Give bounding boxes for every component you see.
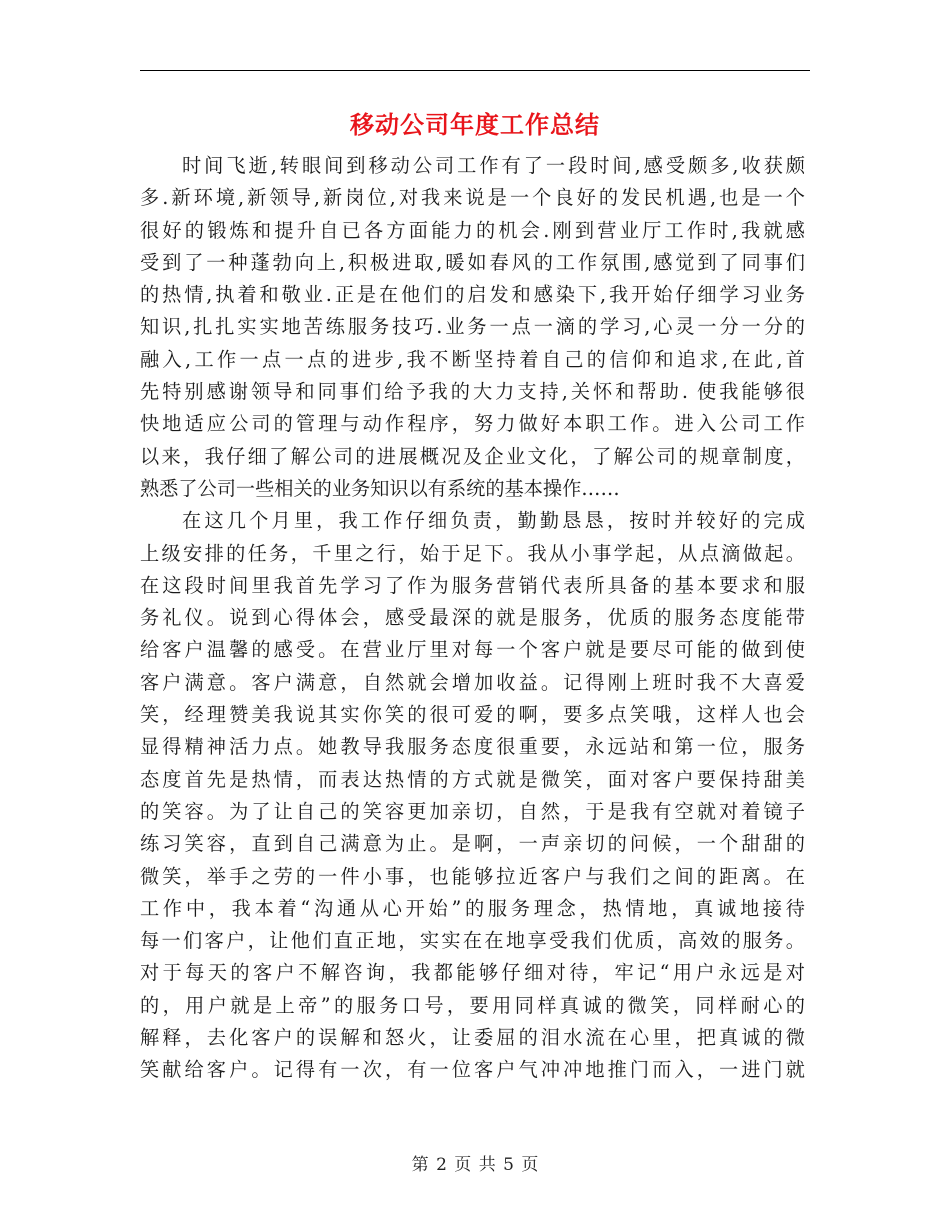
paragraph-line: 熟悉了公司一些相关的业务知识以有系统的基本操作…… [140, 476, 620, 500]
document-body [140, 150, 805, 1087]
paragraph-line: 知识,扎扎实实地苦练服务技巧.业务一点一滴的学习,心灵一分一分的 [140, 315, 805, 339]
paragraph-line: 受到了一种蓬勃向上,积极进取,暖如春风的工作氛围,感觉到了同事们 [140, 250, 805, 274]
paragraph-line: 态度首先是热情，而表达热情的方式就是微笑，面对客户要保持甜美 [140, 767, 805, 791]
paragraph-line: 微笑，举手之劳的一件小事，也能够拉近客户与我们之间的距离。在 [140, 864, 805, 888]
paragraph-line: 客户满意。客户满意，自然就会增加收益。记得刚上班时我不大喜爱 [140, 670, 805, 694]
paragraph-line: 笑献给客户。记得有一次，有一位客户气冲冲地推门而入，一进门就 [140, 1058, 805, 1082]
paragraph-line: 快地适应公司的管理与动作程序，努力做好本职工作。进入公司工作 [140, 412, 805, 436]
paragraph-line: 工作中，我本着“沟通从心开始”的服务理念，热情地，真诚地接待 [140, 896, 805, 920]
paragraph-line: 上级安排的任务，千里之行，始于足下。我从小事学起，从点滴做起。 [140, 541, 805, 565]
paragraph-line: 时间飞逝,转眼间到移动公司工作有了一段时间,感受颇多,收获颇 [182, 154, 805, 177]
paragraph-line: 很好的锻炼和提升自已各方面能力的机会.刚到营业厅工作时,我就感 [140, 218, 805, 242]
document-title: 移动公司年度工作总结 [350, 110, 600, 139]
header-rule [140, 70, 810, 71]
paragraph-line: 每一们客户，让他们直正地，实实在在地享受我们优质，高效的服务。 [140, 929, 805, 953]
paragraph-line: 显得精神活力点。她教导我服务态度很重要，永远站和第一位，服务 [140, 735, 805, 759]
paragraph-line: 的笑容。为了让自己的笑容更加亲切，自然，于是我有空就对着镜子 [140, 799, 805, 823]
paragraph-line: 对于每天的客户不解咨询，我都能够仔细对待，牢记“用户永远是对 [140, 961, 805, 985]
paragraph-line: 笑，经理赞美我说其实你笑的很可爱的啊，要多点笑哦，这样人也会 [140, 703, 805, 727]
paragraph-line: 融入,工作一点一点的进步,我不断坚持着自己的信仰和追求,在此,首 [140, 347, 805, 371]
paragraph-line: 以来，我仔细了解公司的进展概况及企业文化，了解公司的规章制度， [140, 444, 805, 468]
paragraph-line: 解释，去化客户的误解和怒火，让委屈的泪水流在心里，把真诚的微 [140, 1026, 805, 1050]
paragraph-line: 的，用户就是上帝”的服务口号，要用同样真诚的微笑，同样耐心的 [140, 993, 805, 1017]
paragraph-line: 的热情,执着和敬业.正是在他们的启发和感染下,我开始仔细学习业务 [140, 283, 805, 307]
page-number-footer: 第 2 页 共 5 页 [411, 1155, 539, 1175]
paragraph-line: 在这几个月里，我工作仔细负责，勤勤恳恳，按时并较好的完成 [182, 509, 805, 533]
paragraph-line: 练习笑容，直到自己满意为止。是啊，一声亲切的问候，一个甜甜的 [140, 832, 805, 856]
paragraph-line: 给客户温馨的感受。在营业厅里对每一个客户就是要尽可能的做到使 [140, 638, 805, 662]
paragraph-line: 务礼仪。说到心得体会，感受最深的就是服务，优质的服务态度能带 [140, 606, 805, 630]
paragraph-line: 先特别感谢领导和同事们给予我的大力支持,关怀和帮助. 使我能够很 [140, 380, 805, 404]
paragraph-line: 在这段时间里我首先学习了作为服务营销代表所具备的基本要求和服 [140, 573, 805, 597]
paragraph-line: 多.新环境,新领导,新岗位,对我来说是一个良好的发民机遇,也是一个 [140, 186, 805, 210]
